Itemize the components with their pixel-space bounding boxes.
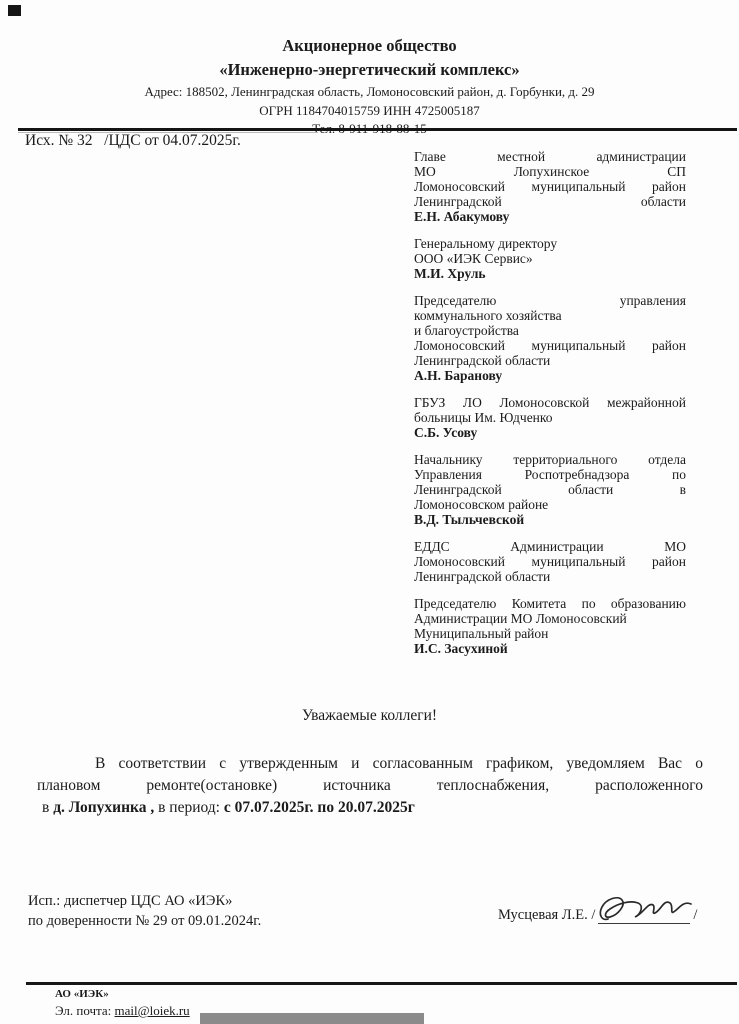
recipients-block: [414, 149, 686, 668]
signature-line: [598, 907, 690, 924]
body-line-1: В соответствии с утвержденным и согласованным графиком, уведомляем Вас о: [95, 755, 703, 772]
recipient-line: Председателю Комитета по образованию: [414, 596, 686, 611]
recipient-line: Главе местной администрации: [414, 149, 686, 164]
recipient-name: М.И. Хруль: [414, 266, 486, 281]
recipient-line: и благоустройства: [414, 323, 519, 338]
recipient-line: Ленинградской области: [414, 194, 686, 209]
recipient-line: ООО «ИЭК Сервис»: [414, 251, 533, 266]
recipient-line: Ленинградской области: [414, 353, 551, 368]
salutation: Уважаемые коллеги!: [301, 707, 438, 724]
recipient-7: [414, 596, 686, 656]
recipient-line: Ленинградской области: [414, 569, 551, 584]
header-divider: [18, 128, 737, 131]
org-name: «Инженерно-энергетический комплекс»: [219, 59, 520, 79]
recipient-line: Председателю управления: [414, 293, 686, 308]
signer-name: Мусцевая Л.Е. /: [498, 907, 596, 923]
recipient-line: Генеральному директору: [414, 236, 558, 251]
footer-email-line: [55, 1004, 190, 1017]
recipient-line: МО Лопухинское СП: [414, 164, 686, 179]
scan-artifact-bar: [200, 1013, 424, 1024]
footer-divider: [26, 982, 737, 985]
recipient-line: ГБУЗ ЛО Ломоносовской межрайонной: [414, 395, 686, 410]
executor-line-2: по доверенности № 29 от 09.01.2024г.: [28, 913, 262, 929]
scan-artifact-square: [8, 5, 21, 16]
recipient-name: А.Н. Баранову: [414, 368, 503, 383]
recipient-line: Ломоносовский муниципальный район: [414, 338, 686, 353]
recipient-line: коммунального хозяйства: [414, 308, 562, 323]
footer-org-name: АО «ИЭК»: [55, 988, 109, 1000]
recipient-line: Муниципальный район: [414, 626, 549, 641]
recipient-name: Е.Н. Абакумову: [414, 209, 510, 224]
org-ogrn-inn: ОГРН 1184704015759 ИНН 4725005187: [259, 102, 480, 118]
recipient-name: И.С. Засухиной: [414, 641, 508, 656]
recipient-6: [414, 539, 686, 584]
body-line3-plain: в: [42, 799, 54, 816]
repair-period: с 07.07.2025г. по 20.07.2025г: [223, 799, 415, 816]
recipient-2: [414, 236, 686, 281]
letter-body: [37, 753, 703, 819]
outgoing-number: Исх. № 32 /ЦДС от 04.07.2025г.: [25, 132, 241, 149]
recipient-line: ЕДДС Администрации МО: [414, 539, 686, 554]
recipient-line: Ломоносовском районе: [414, 497, 549, 512]
recipient-line: Начальнику территориального отдела: [414, 452, 686, 467]
period-label: в период:: [154, 799, 224, 816]
recipient-line: Ленинградской области в: [414, 482, 686, 497]
recipient-line: Ломоносовский муниципальный район: [414, 554, 686, 569]
recipient-line: Администрации МО Ломоносовский: [414, 611, 627, 626]
signature-block: [498, 907, 697, 924]
recipient-line: больницы Им. Юдченко: [414, 410, 553, 425]
settlement-name: д. Лопухинка ,: [53, 799, 155, 816]
email-label: Эл. почта:: [55, 1003, 115, 1018]
recipient-1: [414, 149, 686, 224]
recipient-name: В.Д. Тыльчевской: [414, 512, 525, 527]
recipient-3: [414, 293, 686, 383]
executor-line-1: Исп.: диспетчер ЦДС АО «ИЭК»: [28, 893, 233, 909]
signature-end-slash: /: [693, 907, 698, 923]
org-type: Акционерное общество: [282, 36, 457, 55]
recipient-line: Ломоносовский муниципальный район: [414, 179, 686, 194]
recipient-4: [414, 395, 686, 440]
email-link[interactable]: mail@loiek.ru: [114, 1003, 190, 1018]
org-address: Адрес: 188502, Ленинградская область, Ломоносовский район, д. Горбунки, д. 29: [144, 84, 595, 99]
letterhead: [0, 38, 739, 140]
body-line-3: [37, 797, 703, 819]
body-line-2: плановом ремонте(остановке) источника теплоснабжения, расположенного: [37, 777, 703, 794]
executor-block: [28, 891, 261, 931]
footer-block: [55, 988, 190, 1017]
recipient-5: [414, 452, 686, 527]
handwritten-signature: [594, 889, 698, 929]
recipient-name: С.Б. Усову: [414, 425, 478, 440]
recipient-line: Управления Роспотребнадзора по: [414, 467, 686, 482]
